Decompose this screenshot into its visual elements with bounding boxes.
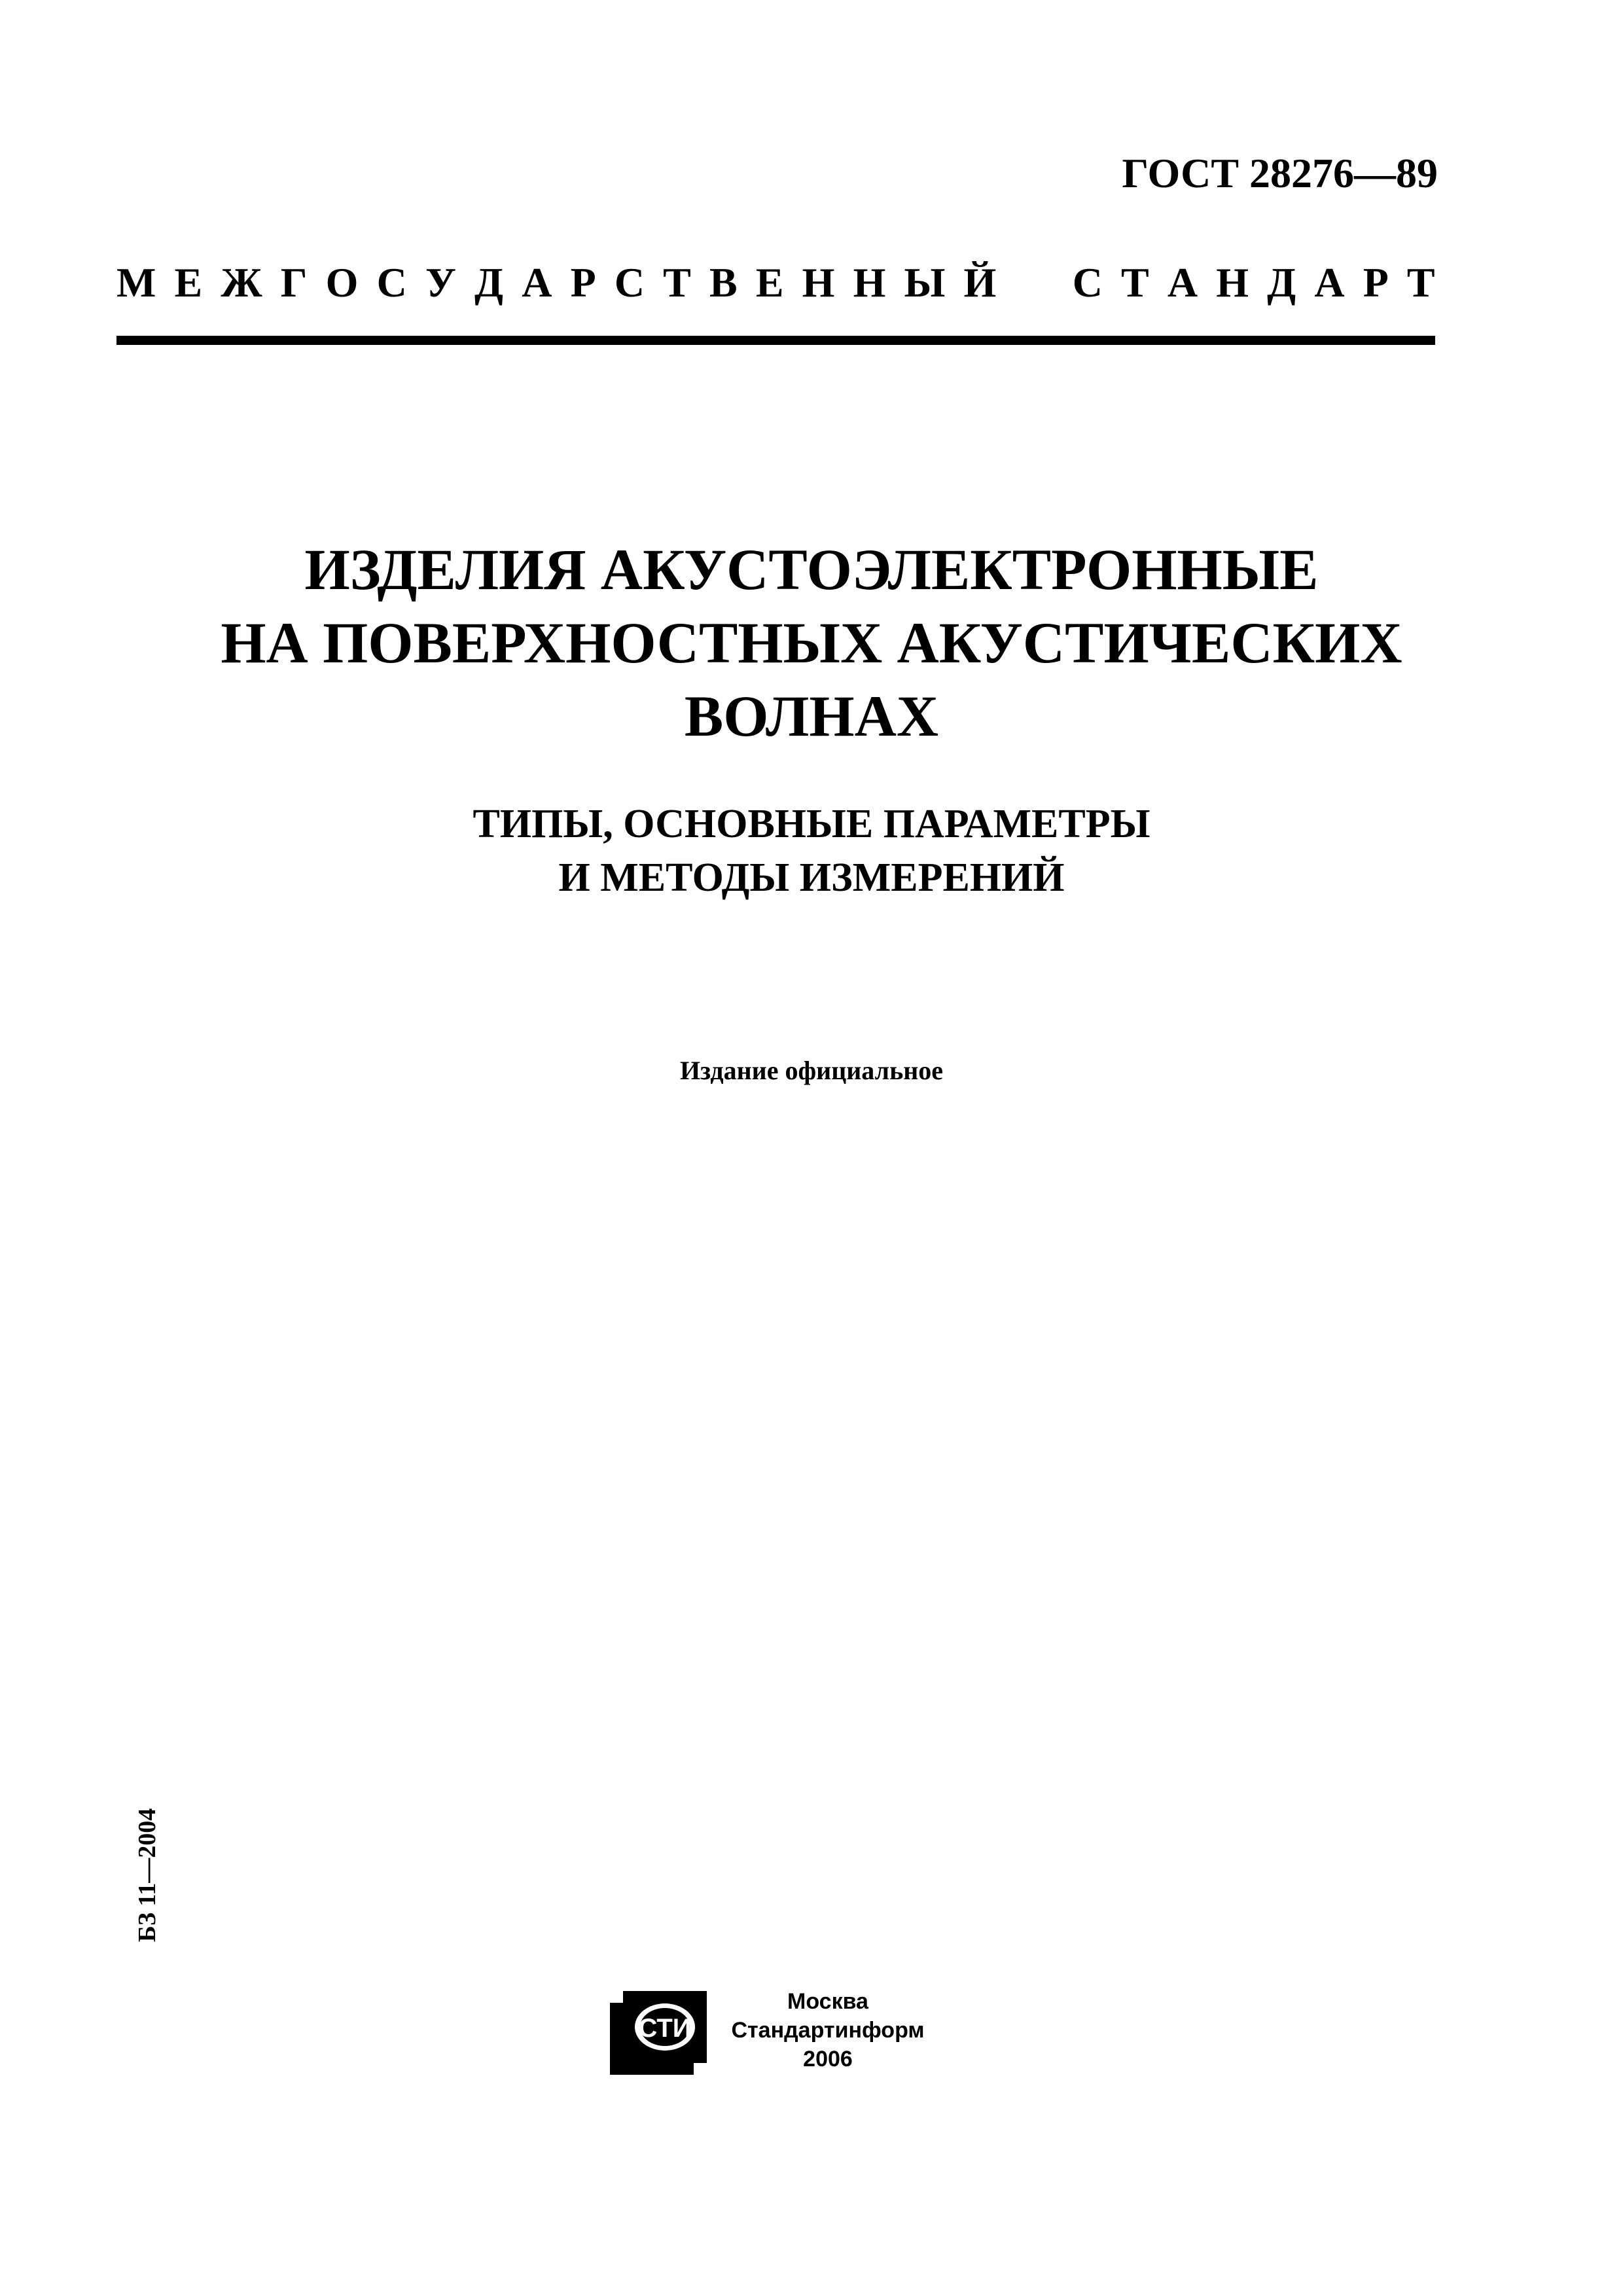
subtitle-line: И МЕТОДЫ ИЗМЕРЕНИЙ (558, 855, 1065, 900)
title-line: НА ПОВЕРХНОСТНЫХ АКУСТИЧЕСКИХ (221, 611, 1402, 675)
subtitle-line: ТИПЫ, ОСНОВНЫЕ ПАРАМЕТРЫ (473, 802, 1150, 846)
header-letter: Р (1363, 259, 1389, 306)
header-letter (1044, 262, 1054, 304)
header-letter: Н (853, 259, 886, 306)
header-letter: С (614, 259, 645, 306)
publisher-year: 2006 (803, 2047, 853, 2072)
header-letter: Т (1121, 259, 1149, 306)
header-letter: А (522, 259, 552, 306)
header-letter: Е (755, 259, 784, 306)
title-line: ВОЛНАХ (684, 685, 939, 749)
standard-number: ГОСТ 28276—89 (1122, 150, 1438, 196)
header-letter: А (1167, 259, 1198, 306)
header-letter: Д (474, 259, 504, 306)
side-code: БЗ 11—2004 (134, 1808, 161, 1943)
header-letter: Р (570, 259, 596, 306)
header-letter: Д (1267, 259, 1296, 306)
header-letter: Ж (221, 259, 262, 306)
header-letter: А (1314, 259, 1345, 306)
header-letter: Н (802, 259, 835, 306)
header-letter: Г (280, 259, 308, 306)
header-letter (1014, 262, 1025, 304)
header-letter: Ы (904, 259, 946, 306)
header-rule (116, 336, 1435, 345)
main-title (0, 533, 1623, 753)
subtitle (0, 797, 1623, 905)
header-letter: С (1072, 259, 1103, 306)
header-letter: Н (1216, 259, 1249, 306)
header-letter: Т (663, 259, 691, 306)
header-letter: В (709, 259, 738, 306)
standartinform-logo (610, 1991, 707, 2075)
header-letter: Т (1406, 259, 1435, 306)
logo-lettering: СТИ (638, 2014, 692, 2043)
publisher-block (726, 1987, 929, 2073)
publisher-city: Москва (787, 1989, 868, 2014)
header-letter: Е (174, 259, 203, 306)
header-letter: С (376, 259, 407, 306)
publisher-name: Стандартинформ (731, 2018, 925, 2043)
header-letter: У (425, 259, 456, 306)
edition-label: Издание официальное (679, 1056, 944, 1085)
header-letter: М (116, 259, 156, 306)
header-letter: Й (963, 259, 997, 306)
header-letter: О (325, 259, 359, 306)
header-label (116, 259, 1435, 306)
title-line: ИЗДЕЛИЯ АКУСТОЭЛЕКТРОННЫЕ (304, 538, 1319, 602)
